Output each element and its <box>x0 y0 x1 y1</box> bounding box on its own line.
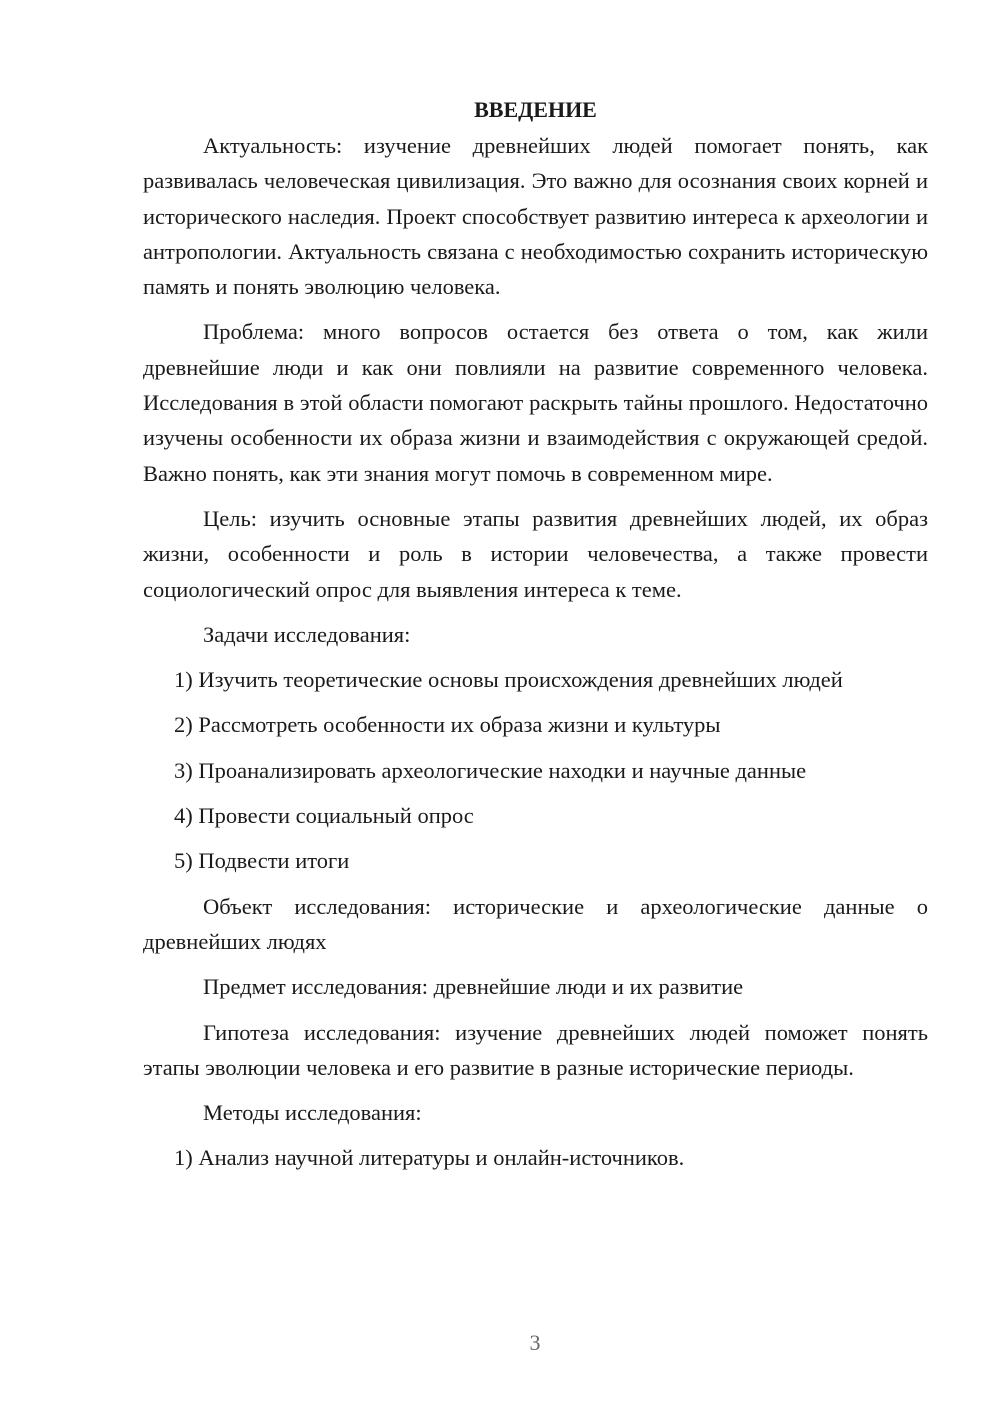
relevance-paragraph: Актуальность: изучение древнейших людей помогает понять, как развивалась человеческая цивилизация. Это важно для осознания своих корней и исторического наследия. Проект способствует развитию интереса к археологии и антропологии. Актуальность связана с необходимостью сохранить историческую память и понять эволюцию человека. <box>143 133 928 300</box>
task-item: 2) Рассмотреть особенности их образа жизни и культуры <box>174 712 721 738</box>
document-page <box>143 92 928 1186</box>
object-paragraph: Объект исследования: исторические и археологические данные о древнейших людях <box>143 893 928 954</box>
task-item: 5) Подвести итоги <box>174 848 350 874</box>
section-heading: ВВЕДЕНИЕ <box>474 97 597 122</box>
task-item: 3) Проанализировать археологические находки и научные данные <box>174 757 807 783</box>
tasks-heading: Задачи исследования: <box>203 621 411 647</box>
page-number: 3 <box>529 1330 541 1355</box>
methods-heading: Методы исследования: <box>203 1100 422 1126</box>
method-item: 1) Анализ научной литературы и онлайн-источников. <box>174 1145 685 1171</box>
task-item: 4) Провести социальный опрос <box>174 803 474 829</box>
subject-paragraph: Предмет исследования: древнейшие люди и их развитие <box>203 974 744 1000</box>
problem-paragraph: Проблема: много вопросов остается без ответа о том, как жили древнейшие люди и как они повлияли на развитие современного человека. Исследования в этой области помогают раскрыть тайны прошлого. Недостаточно изучены особенности их образа жизни и взаимодействия с окружающей средой. Важно понять, как эти знания могут помочь в современном мире. <box>143 319 928 486</box>
task-item: 1) Изучить теоретические основы происхождения древнейших людей <box>174 667 843 693</box>
goal-paragraph: Цель: изучить основные этапы развития древнейших людей, их образ жизни, особенности и роль в истории человечества, а также провести социологический опрос для выявления интереса к теме. <box>143 505 928 602</box>
hypothesis-paragraph: Гипотеза исследования: изучение древнейших людей поможет понять этапы эволюции человека и его развитие в разные исторические периоды. <box>143 1019 928 1080</box>
